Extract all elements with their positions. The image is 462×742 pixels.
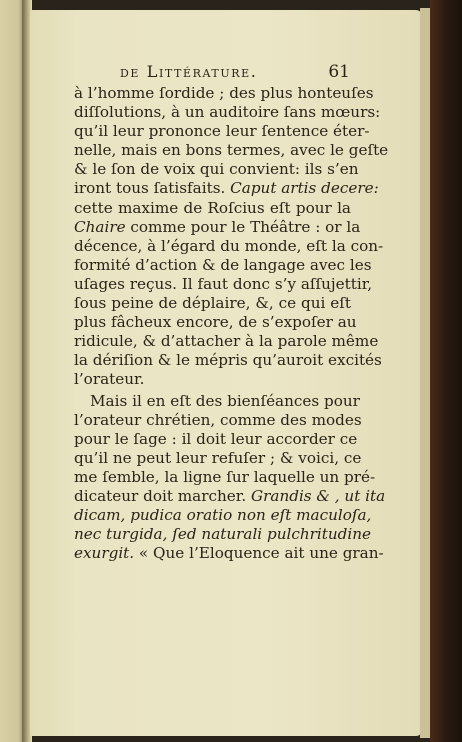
italic-span: dicam, pudica oratio non eſt maculoſa, [74,506,372,525]
text-line [74,410,362,430]
text-span: Mais il en eſt des bienſéances pour [90,391,360,410]
text-span: à l’homme ſordide ; des plus honteuſes [74,84,374,102]
text-span: formité d’action & de langage avec les [74,255,372,274]
text-span: qu’il leur prononce leur ſentence éter- [74,122,370,141]
text-span: me ſemble, la ligne ſur laquelle un pré- [74,467,376,486]
text-span: ſous peine de déplaire, &, ce qui eſt [74,294,351,313]
text-line [74,332,379,351]
text-line [74,429,358,449]
text-line [74,141,389,160]
text-line [74,351,382,370]
text-line [74,84,374,103]
text-span: l’orateur. [74,370,145,389]
italic-span: Chaire [74,217,126,236]
text-span: l’orateur chrétien, comme des modes [74,410,362,429]
text-span: cette maxime de Roſcius eſt pour la [74,198,351,217]
text-line [74,103,381,122]
text-span: comme pour le Théâtre : or la [125,217,361,236]
text-span: « Que l’Eloquence ait une gran- [134,544,384,563]
paragraph-2 [74,391,386,564]
italic-span: Caput artis decere: [230,179,379,198]
page-header [120,62,350,86]
text-line [74,199,351,218]
page-block-edge [420,8,430,738]
text-span: diſſolutions, à un auditoire ſans mœurs: [74,103,381,122]
text-span: pour le ſage : il doit leur accorder ce [74,429,358,448]
text-span: & le ſon de voix qui convient: ils s’en [74,160,359,179]
text-line [74,217,361,237]
text-span: plus fâcheux encore, de s’expoſer au [74,313,357,332]
text-line [74,391,360,411]
text-line [74,274,373,294]
text-line [74,448,362,468]
text-span: décence, à l’égard du monde, eſt la con- [74,236,384,255]
body-text [74,84,389,563]
italic-span: Grandis & , ut ita [251,486,386,505]
book-cover [430,0,462,742]
text-span: qu’il ne peut leur refuſer ; & voici, ce [74,448,362,467]
text-line [74,525,371,544]
text-line [74,179,379,198]
italic-span: nec turgida, ſed naturali pulchritudine [74,525,371,544]
text-line [74,255,372,275]
running-head: de Littérature. [120,62,258,81]
text-span: iront tous ſatisfaits. [74,179,231,198]
text-span: la dériſion & le mépris qu’auroit excités [74,351,382,370]
text-line [74,467,376,487]
text-line [74,160,359,179]
text-line [74,294,351,313]
text-line [74,122,370,141]
text-span: dicateur doit marcher. [74,486,251,505]
text-span: ridicule, & d’attacher à la parole même [74,332,379,351]
text-line [74,236,384,256]
text-line [74,313,357,332]
text-line [74,506,372,525]
text-line [74,486,386,506]
italic-span: exurgit. [74,544,135,563]
paragraph-1 [74,84,389,390]
text-line [74,370,351,389]
text-line [74,544,384,563]
text-span: nelle, mais en bons termes, avec le geſte [74,141,389,160]
text-span: uſages reçus. Il faut donc s’y aſſujettir, [74,274,373,293]
page-number: 61 [328,62,350,82]
